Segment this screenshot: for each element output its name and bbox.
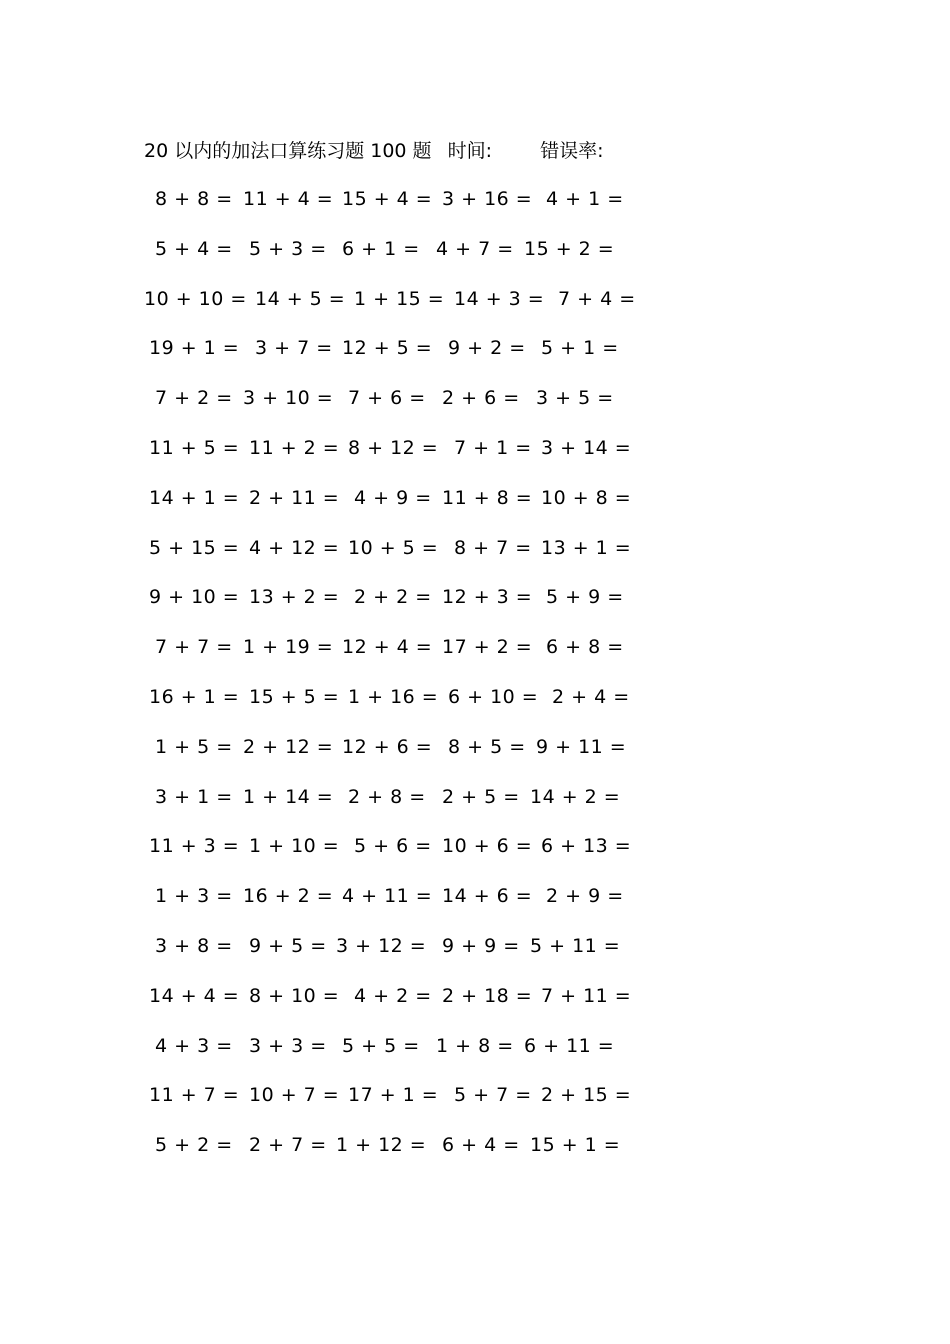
problem-r15-c2: 16 + 2 = (243, 885, 334, 908)
problem-r11-c4: 6 + 10 = (448, 686, 539, 708)
problem-r4-c1: 19 + 1 = (149, 337, 240, 360)
problem-r5-c3: 7 + 6 = (348, 387, 426, 410)
problem-r6-c4: 7 + 1 = (454, 437, 532, 459)
problem-r10-c3: 12 + 4 = (342, 636, 433, 659)
problem-r20-c5: 15 + 1 = (530, 1134, 621, 1157)
problem-r10-c4: 17 + 2 = (442, 636, 533, 659)
problem-r13-c5: 14 + 2 = (530, 785, 621, 808)
problem-r3-c4: 14 + 3 = (454, 287, 545, 310)
problem-r8-c1: 5 + 15 = (149, 536, 240, 559)
problem-r1-c3: 15 + 4 = (342, 188, 433, 210)
problem-r4-c2: 3 + 7 = (255, 337, 333, 360)
problem-r6-c3: 8 + 12 = (348, 437, 439, 459)
error-rate-label: 错误率: (540, 140, 604, 162)
problem-r17-c4: 2 + 18 = (442, 984, 533, 1007)
problem-r2-c3: 6 + 1 = (342, 237, 420, 260)
problem-r9-c1: 9 + 10 = (149, 586, 240, 609)
problem-r10-c1: 7 + 7 = (155, 636, 233, 659)
problem-r19-c3: 17 + 1 = (348, 1084, 439, 1107)
problem-r7-c2: 2 + 11 = (249, 486, 340, 509)
problem-r7-c5: 10 + 8 = (541, 486, 632, 509)
problem-r1-c1: 8 + 8 = (155, 188, 233, 210)
problem-r3-c2: 14 + 5 = (255, 287, 346, 310)
problem-r12-c1: 1 + 5 = (155, 735, 233, 758)
problem-r1-c2: 11 + 4 = (243, 188, 334, 210)
problem-r7-c1: 14 + 1 = (149, 486, 240, 509)
problem-r19-c4: 5 + 7 = (454, 1084, 532, 1107)
problem-r10-c5: 6 + 8 = (546, 636, 624, 659)
problem-r17-c3: 4 + 2 = (354, 984, 432, 1007)
problem-r18-c4: 1 + 8 = (436, 1034, 514, 1057)
problem-r18-c3: 5 + 5 = (342, 1034, 420, 1057)
problem-r8-c5: 13 + 1 = (541, 536, 632, 559)
problem-r11-c3: 1 + 16 = (348, 686, 439, 708)
problem-r3-c1: 10 + 10 = (144, 287, 247, 310)
problem-r9-c3: 2 + 2 = (354, 586, 432, 609)
problem-r18-c1: 4 + 3 = (155, 1034, 233, 1057)
problem-r13-c1: 3 + 1 = (155, 785, 233, 808)
problem-r13-c2: 1 + 14 = (243, 785, 334, 808)
problem-r5-c1: 7 + 2 = (155, 387, 233, 410)
problem-r1-c5: 4 + 1 = (546, 188, 624, 210)
problem-r11-c2: 15 + 5 = (249, 686, 340, 708)
problem-r17-c1: 14 + 4 = (149, 984, 240, 1007)
time-label: 时间: (447, 140, 493, 162)
problem-r12-c4: 8 + 5 = (448, 735, 526, 758)
problem-r19-c2: 10 + 7 = (249, 1084, 340, 1107)
problem-r16-c5: 5 + 11 = (530, 935, 621, 957)
problem-r2-c4: 4 + 7 = (436, 237, 514, 260)
problem-r6-c5: 3 + 14 = (541, 437, 632, 459)
problem-r2-c2: 5 + 3 = (249, 237, 327, 260)
problem-r14-c5: 6 + 13 = (541, 835, 632, 858)
problem-r7-c3: 4 + 9 = (354, 486, 432, 509)
problem-r5-c5: 3 + 5 = (536, 387, 614, 410)
problem-r20-c4: 6 + 4 = (442, 1134, 520, 1157)
problem-r9-c4: 12 + 3 = (442, 586, 533, 609)
problem-r20-c2: 2 + 7 = (249, 1134, 327, 1157)
problem-r6-c2: 11 + 2 = (249, 437, 340, 459)
problem-r14-c1: 11 + 3 = (149, 835, 240, 858)
problem-r12-c3: 12 + 6 = (342, 735, 433, 758)
problem-r2-c1: 5 + 4 = (155, 237, 233, 260)
problem-r16-c4: 9 + 9 = (442, 935, 520, 957)
problem-r14-c3: 5 + 6 = (354, 835, 432, 858)
problem-r4-c4: 9 + 2 = (448, 337, 526, 360)
problem-r16-c1: 3 + 8 = (155, 935, 233, 957)
problem-r8-c2: 4 + 12 = (249, 536, 340, 559)
problem-r12-c2: 2 + 12 = (243, 735, 334, 758)
worksheet-title: 20 以内的加法口算练习题 100 题 (144, 140, 432, 162)
problem-r12-c5: 9 + 11 = (536, 735, 627, 758)
problem-r16-c2: 9 + 5 = (249, 935, 327, 957)
problem-r8-c3: 10 + 5 = (348, 536, 439, 559)
problem-r16-c3: 3 + 12 = (336, 935, 427, 957)
problem-r18-c2: 3 + 3 = (249, 1034, 327, 1057)
problem-r11-c5: 2 + 4 = (552, 686, 630, 708)
problem-r19-c1: 11 + 7 = (149, 1084, 240, 1107)
problem-r17-c5: 7 + 11 = (541, 984, 632, 1007)
problem-r2-c5: 15 + 2 = (524, 237, 615, 260)
problem-r20-c1: 5 + 2 = (155, 1134, 233, 1157)
problem-r13-c4: 2 + 5 = (442, 785, 520, 808)
problem-r8-c4: 8 + 7 = (454, 536, 532, 559)
problem-r15-c5: 2 + 9 = (546, 885, 624, 908)
problem-r9-c5: 5 + 9 = (546, 586, 624, 609)
problem-r15-c4: 14 + 6 = (442, 885, 533, 908)
problem-r3-c5: 7 + 4 = (558, 287, 636, 310)
problem-r14-c4: 10 + 6 = (442, 835, 533, 858)
problem-r14-c2: 1 + 10 = (249, 835, 340, 858)
problem-r4-c5: 5 + 1 = (541, 337, 619, 360)
problem-r17-c2: 8 + 10 = (249, 984, 340, 1007)
problem-r5-c2: 3 + 10 = (243, 387, 334, 410)
problem-r11-c1: 16 + 1 = (149, 686, 240, 708)
problem-r10-c2: 1 + 19 = (243, 636, 334, 659)
problem-r15-c3: 4 + 11 = (342, 885, 433, 908)
problem-r13-c3: 2 + 8 = (348, 785, 426, 808)
problem-r4-c3: 12 + 5 = (342, 337, 433, 360)
problem-r7-c4: 11 + 8 = (442, 486, 533, 509)
problem-r5-c4: 2 + 6 = (442, 387, 520, 410)
problem-r1-c4: 3 + 16 = (442, 188, 533, 210)
problem-r3-c3: 1 + 15 = (354, 287, 445, 310)
problem-r9-c2: 13 + 2 = (249, 586, 340, 609)
problem-r18-c5: 6 + 11 = (524, 1034, 615, 1057)
problem-r15-c1: 1 + 3 = (155, 885, 233, 908)
problem-r20-c3: 1 + 12 = (336, 1134, 427, 1157)
problem-r6-c1: 11 + 5 = (149, 437, 240, 459)
problem-r19-c5: 2 + 15 = (541, 1084, 632, 1107)
